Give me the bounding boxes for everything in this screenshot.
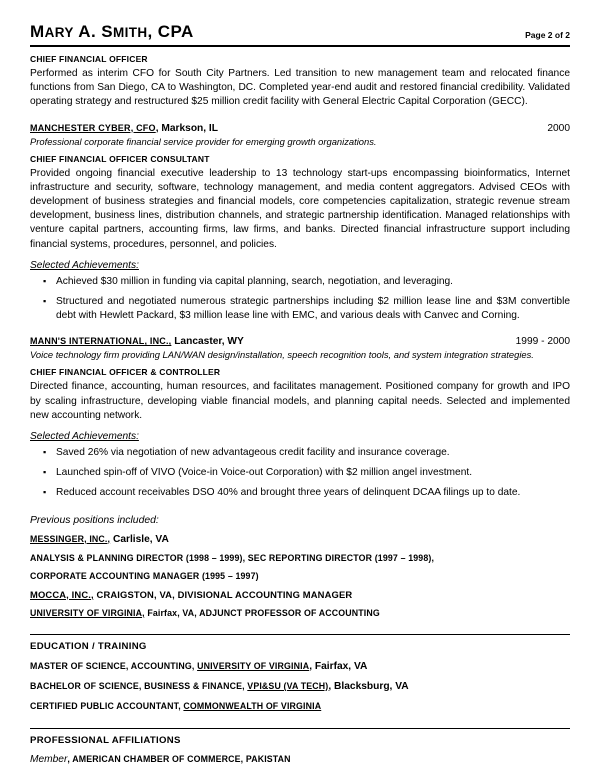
affiliations-section [30,728,570,765]
affiliation-role: Member [30,753,68,765]
education-bachelors-school: VPI&SU (VA TECH) [247,680,329,691]
section-title-affiliations: PROFESSIONAL AFFILIATIONS [30,734,181,746]
employer-row-manchester [30,123,570,134]
previous-entry-uva [30,608,570,618]
name-middle: A. [78,22,97,41]
education-masters-school: UNIVERSITY OF VIRGINIA [197,660,310,671]
previous-entry-messinger [30,534,570,545]
previous-company-mocca: MOCCA, INC., [30,588,94,600]
employer-row-manns [30,336,570,347]
name-first-rest: ARY [44,25,74,40]
job-description-manns: Directed finance, accounting, human resources, and facilitates management. Positioned company for growth and IPO by scaling infrastructure, developing viable financial models, and planning capital needs. Selected and implemented new accounting network. [30,381,570,421]
list-item: ▪ Achieved $30 million in funding via capital planning, search, negotiation, and leveraging. [56,275,570,289]
achievements-list-manns [30,446,570,501]
page-number: Page 2 of 2 [525,30,570,40]
list-item: ▪ Reduced account receivables DSO 40% and brought three years of delinquent DCAA filings up to date. [56,486,570,500]
achievements-list-manchester [30,275,570,324]
job-title-cfo-consultant: CHIEF FINANCIAL OFFICER CONSULTANT [30,153,210,164]
section-title-education: EDUCATION / TRAINING [30,640,147,652]
name-first-initial: M [30,22,45,41]
list-item: ▪ Launched spin-off of VIVO (Voice-in Voice-out Corporation) with $2 million angel investment. [56,466,570,480]
previous-company-messinger: MESSINGER, INC., [30,533,111,544]
list-item: ▪ Saved 26% via negotiation of new advantageous credit facility and insurance coverage. [56,446,570,460]
previous-location-messinger: Carlisle, VA [110,533,169,545]
candidate-name [30,22,194,42]
employer-dates-manns: 1999 - 2000 [515,336,570,348]
affiliation-org: , AMERICAN CHAMBER OF COMMERCE, PAKISTAN [67,753,291,764]
employer-tagline-manchester: Professional corporate financial service provider for emerging growth organizations. [30,135,377,147]
selected-achievements-label-manns: Selected Achievements: [30,431,139,443]
education-section [30,634,570,712]
name-suffix: , CPA [147,22,194,41]
affiliation-line [30,754,570,765]
previous-location-mocca: CRAIGSTON, VA, DIVISIONAL ACCOUNTING MANAGER [93,588,353,600]
employer-manns [30,336,244,347]
education-bachelors-suffix: , Blacksburg, VA [328,680,409,692]
education-masters-suffix: , Fairfax, VA [309,660,368,672]
list-item: ▪ Structured and negotiated numerous strategic partnerships including $2 million lease line and $3M convertible debt with Hewlett Packard, $3 million lease line with EMC, and various deals with Canvec and Corning. [56,295,570,323]
education-cpa-prefix: CERTIFIED PUBLIC ACCOUNTANT, [30,700,184,711]
education-line-bachelors [30,681,570,692]
name-last-initial: S [101,22,113,41]
education-cpa-authority: COMMONWEALTH OF VIRGINIA [183,700,322,711]
previous-company-uva: UNIVERSITY OF VIRGINIA, [30,607,145,618]
employer-tagline-manns: Voice technology firm providing LAN/WAN design/installation, speech recognition tools, and system integration strategies. [30,349,534,361]
employer-manchester [30,123,218,134]
previous-roles-messinger-1: ANALYSIS & PLANNING DIRECTOR (1998 – 1999), SEC REPORTING DIRECTOR (1997 – 1998), [30,552,435,563]
education-masters-prefix: MASTER OF SCIENCE, ACCOUNTING, [30,660,198,671]
education-bachelors-prefix: BACHELOR OF SCIENCE, BUSINESS & FINANCE, [30,680,248,691]
job-description-manchester: Provided ongoing financial executive leadership to 13 technology start-ups encompassing bioinformatics, Internet infrastructure and security, software, technology management, and media content aggregators. Advised CEOs with development of business strategies and financial models, core competencies capitalization, strategic revenue stream development, business lines, distribution channels, and strategic partnership identification. Managed relationships with venture capital partners, accounting firms, law firms, and banks. Directed financial infrastructure support including financial systems, procedures, personnel, and policies. [30,167,570,250]
employer-location-manchester: , Markson, IL [155,122,218,134]
employer-location-manns: Lancaster, WY [171,336,244,348]
previous-location-uva: Fairfax, VA, ADJUNCT PROFESSOR OF ACCOUNTING [144,607,380,618]
employer-name-manchester: MANCHESTER CYBER, CFO [30,122,156,133]
selected-achievements-label-manchester: Selected Achievements: [30,259,139,271]
employer-name-manns: MANN'S INTERNATIONAL, INC., [30,336,172,347]
job-title-cfo-controller: CHIEF FINANCIAL OFFICER & CONTROLLER [30,367,221,378]
education-line-cpa [30,701,570,712]
page-header [30,22,570,47]
job-title-cfo: CHIEF FINANCIAL OFFICER [30,54,148,64]
employer-dates-manchester: 2000 [547,122,570,134]
previous-entry-mocca [30,589,570,600]
job-description-cfo: Performed as interim CFO for South City Partners. Led transition to new management team and relocated finance functions from San Diego, CA to Washington, DC. Completed year-end audit and restored financial credibility. Validated operating strategy and restructured $25 million credit facility with General Electric Capital Corporation (GECC). [30,68,570,108]
previous-positions-heading: Previous positions included: [30,514,159,526]
education-line-masters [30,661,570,672]
name-last-rest: MITH [112,25,148,40]
previous-roles-messinger-2: CORPORATE ACCOUNTING MANAGER (1995 – 1997) [30,570,259,581]
